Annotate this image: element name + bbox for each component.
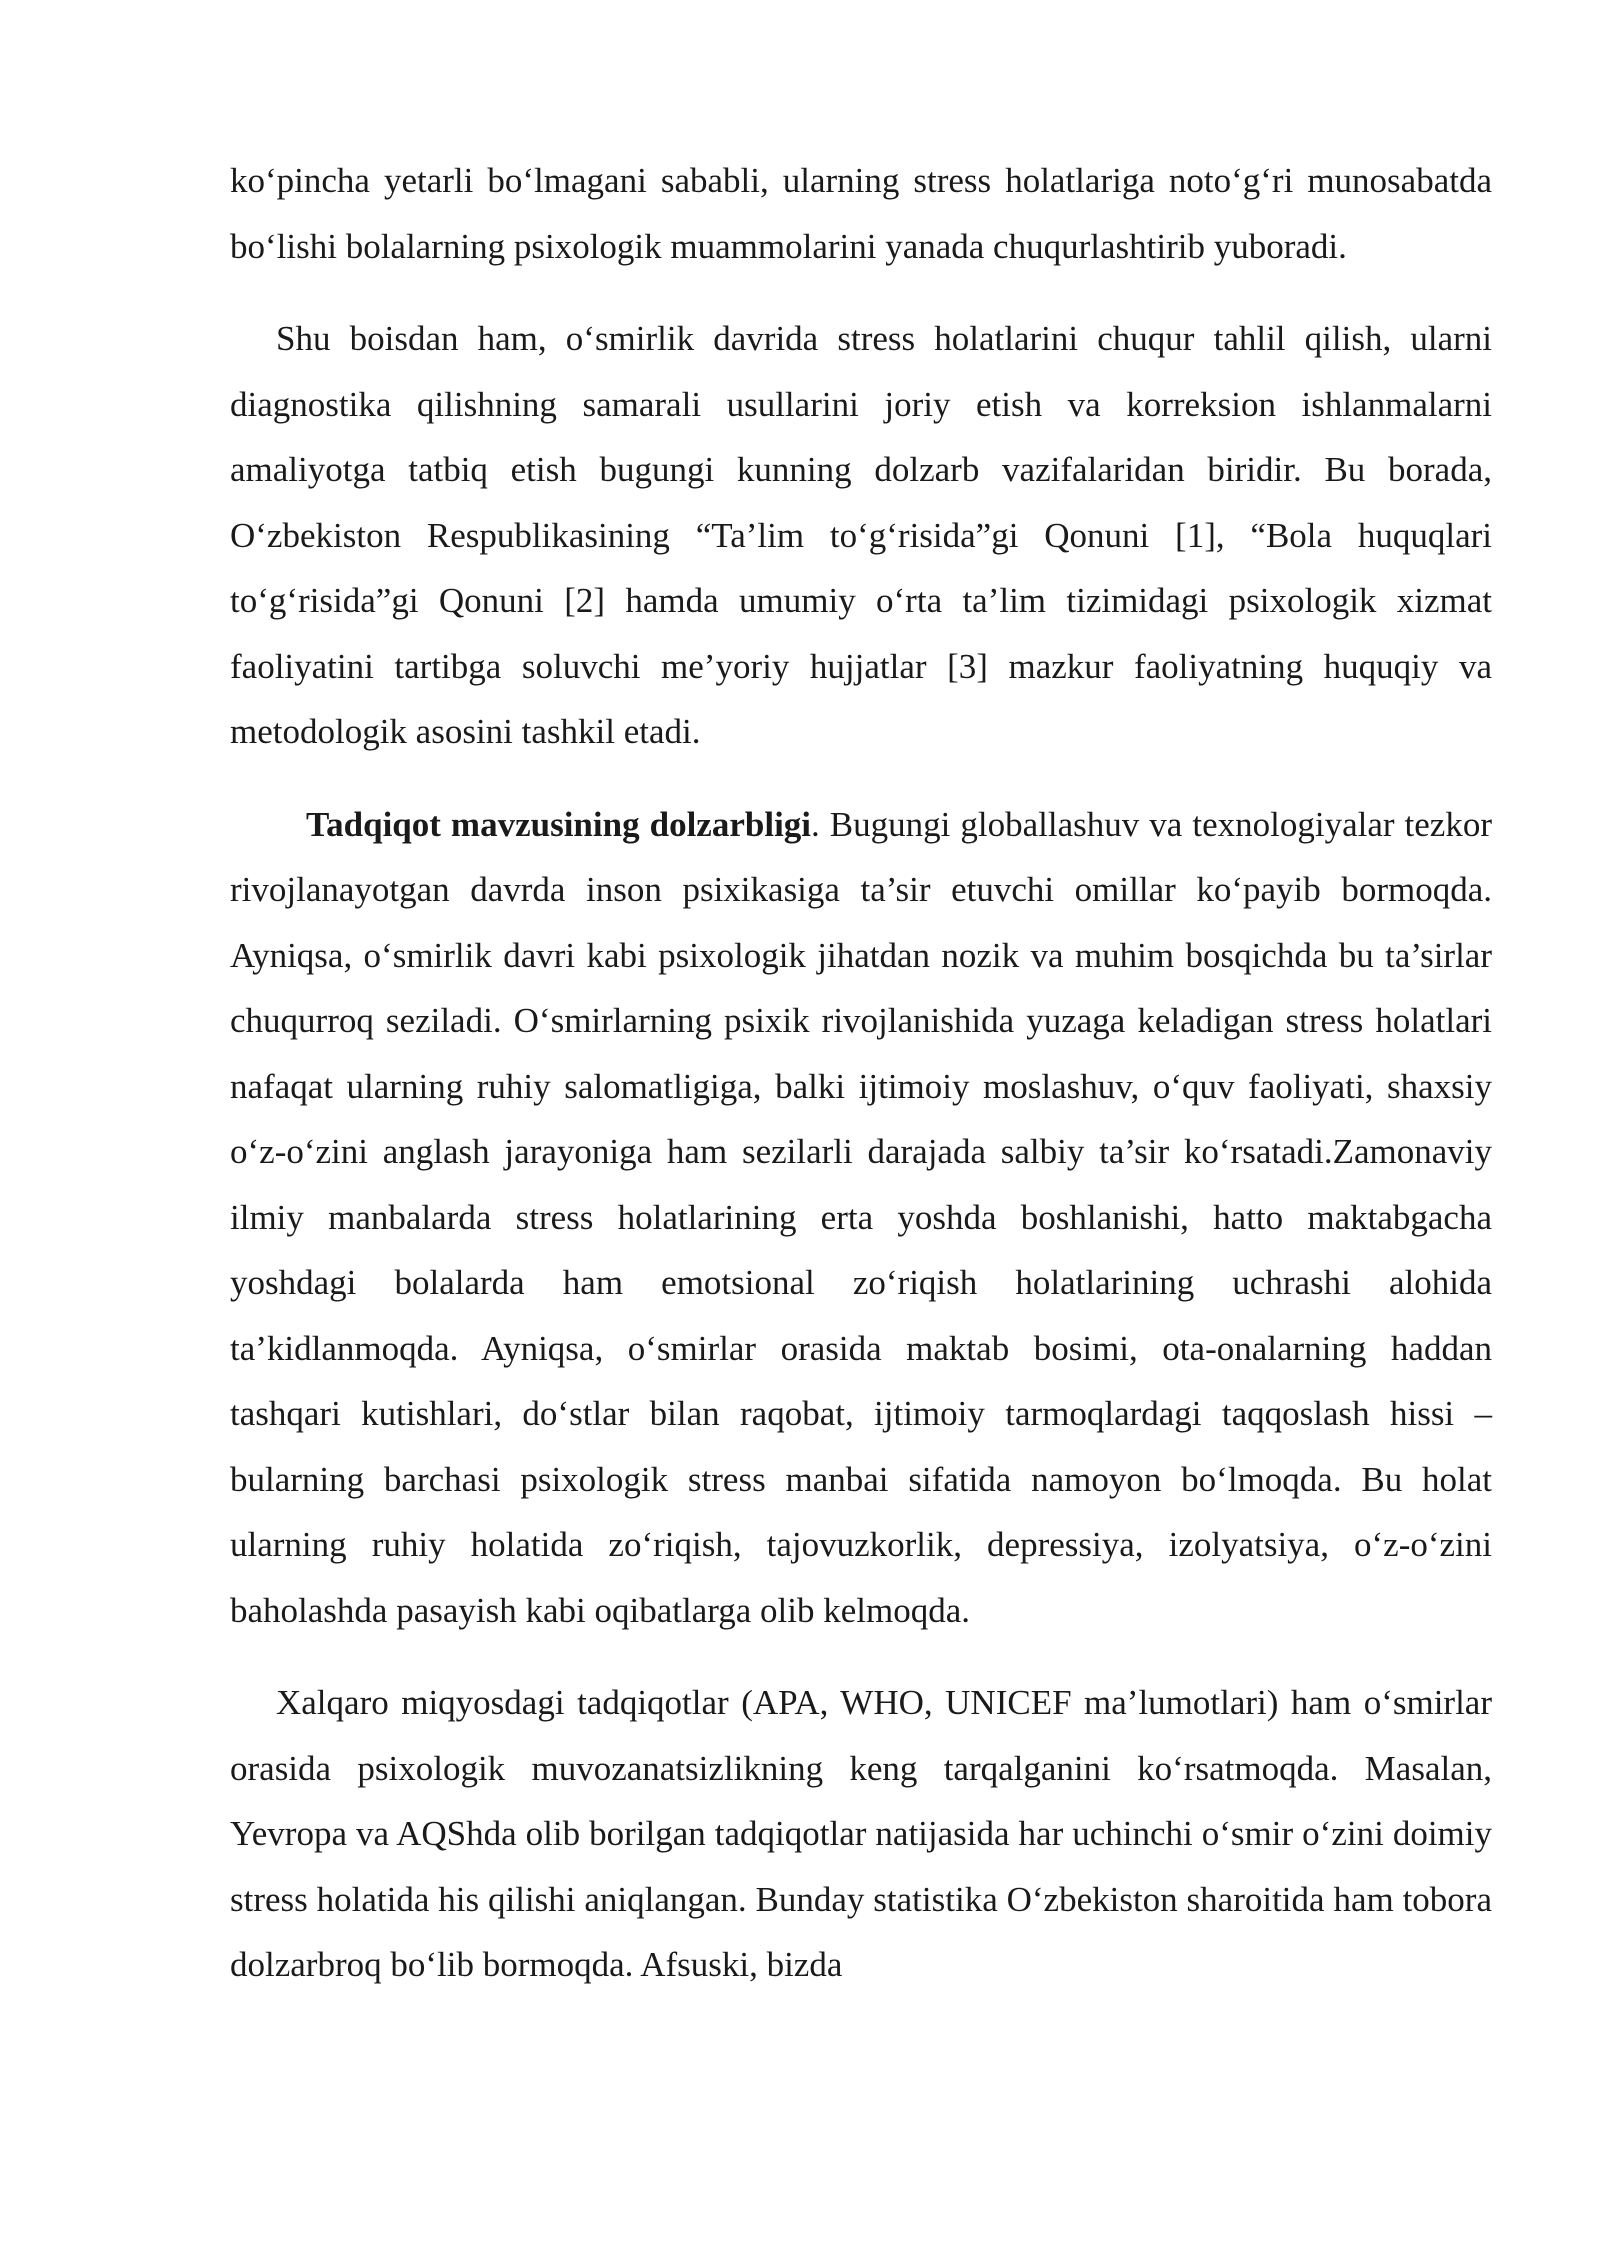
paragraph-4: Xalqaro miqyosdagi tadqiqotlar (APA, WHO, UNICEF ma’lumotlari) ham o‘smirlar orasida psixologik muvozanatsizlikning keng tarqalganini ko‘rsatmoqda. Masalan, Yevropa va AQShda olib borilgan tadqiqotlar natijasida har uchinchi o‘smir o‘zini doimiy stress holatida his qilishi aniqlangan. Bunday statistika O‘zbekiston sharoitida ham tobora dolzarbroq bo‘lib bormoqda. Afsuski, bizda xyxy=(230,1683,1492,1984)
paragraph-3 xyxy=(230,792,1492,1644)
paragraph-3-body: . Bugungi globallashuv va texnologiyalar tezkor rivojlanayotgan davrda inson psixikasiga ta’sir etuvchi omillar ko‘payib bormoqda. Ayniqsa, o‘smirlik davri kabi psixologik jihatdan nozik va muhim bosqichda bu ta’sirlar chuqurroq seziladi. O‘smirlarning psixik rivojlanishida yuzaga keladigan stress holatlari nafaqat ularning ruhiy salomatligiga, balki ijtimoiy moslashuv, o‘quv faoliyati, shaxsiy o‘z-o‘zini anglash jarayoniga ham sezilarli darajada salbiy ta’sir ko‘rsatadi.Zamonaviy ilmiy manbalarda stress holatlarining erta yoshda boshlanishi, hatto maktabgacha yoshdagi bolalarda ham emotsional zo‘riqish holatlarining uchrashi alohida ta’kidlanmoqda. Ayniqsa, o‘smirlar orasida maktab bosimi, ota-onalarning haddan tashqari kutishlari, do‘stlar bilan raqobat, ijtimoiy tarmoqlardagi taqqoslash hissi – bularning barchasi psixologik stress manbai sifatida namoyon bo‘lmoqda. Bu holat ularning ruhiy holatida zo‘riqish, tajovuzkorlik, depressiya, izolyatsiya, o‘z-o‘zini baholashda pasayish kabi oqibatlarga olib kelmoqda. xyxy=(230,804,1492,1630)
section-heading: Tadqiqot mavzusining dolzarbligi xyxy=(306,804,812,844)
paragraph-2: Shu boisdan ham, o‘smirlik davrida stress holatlarini chuqur tahlil qilish, ularni diagnostika qilishning samarali usullarini joriy etish va korreksion ishlanmalarni amaliyotga tatbiq etish bugungi kunning dolzarb vazifalaridan biridir. Bu borada, O‘zbekiston Respublikasining “Ta’lim to‘g‘risida”gi Qonuni [1], “Bola huquqlari to‘g‘risida”gi Qonuni [2] hamda umumiy o‘rta ta’lim tizimidagi psixologik xizmat faoliyatini tartibga soluvchi me’yoriy hujjatlar [3] mazkur faoliyatning huquqiy va metodologik asosini tashkil etadi. xyxy=(230,319,1492,751)
paragraph-1: ko‘pincha yetarli bo‘lmagani sababli, ularning stress holatlariga noto‘g‘ri munosabatda bo‘lishi bolalarning psixologik muammolarini yanada chuqurlashtirib yuboradi. xyxy=(230,161,1492,266)
document-page xyxy=(230,148,1492,1998)
